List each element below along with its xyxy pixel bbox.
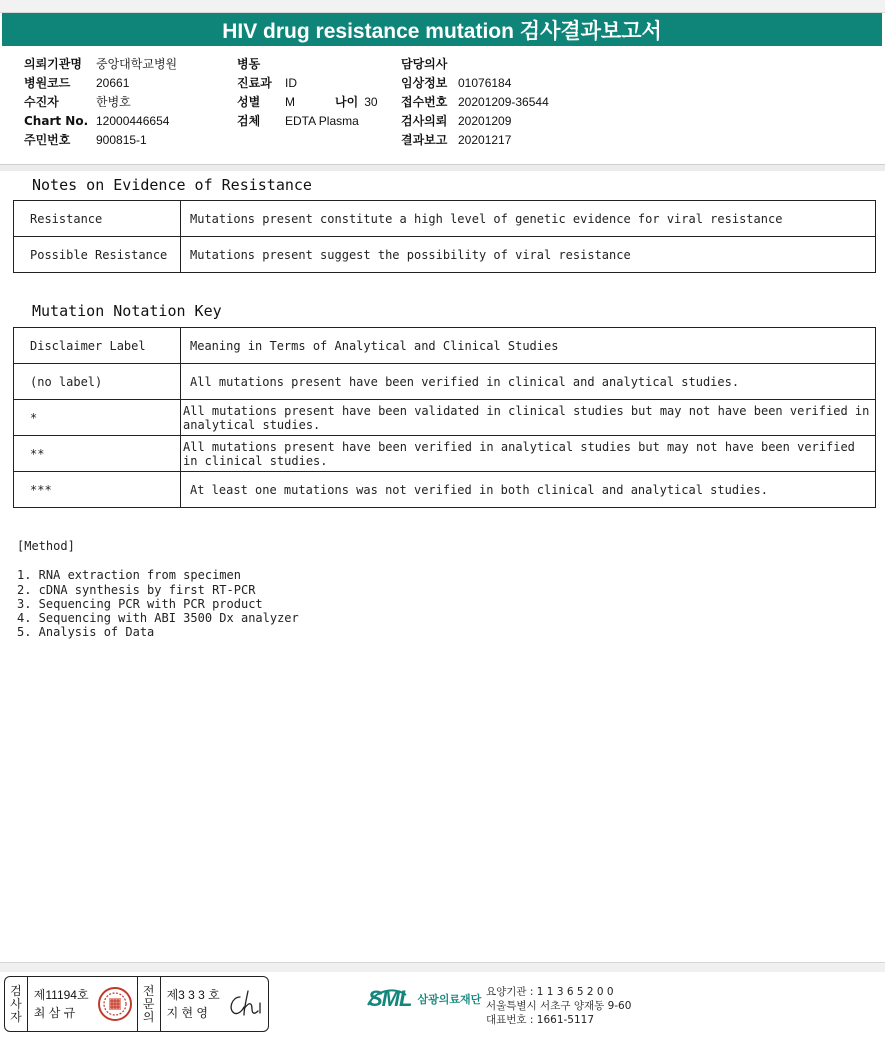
patient-info-col1 [24, 55, 177, 150]
info-value: 20661 [96, 76, 130, 90]
info-row [24, 93, 177, 112]
examiner-info [28, 977, 93, 1031]
info-label: 수진자 [24, 95, 59, 109]
table-row [14, 237, 876, 273]
label-char: 문 [142, 996, 155, 1011]
table-cell-text: Mutations present suggest the possibility of viral resistance [181, 237, 876, 273]
info-label: 결과보고 [401, 133, 448, 147]
specialist-license: 제3 3 3 호 [166, 988, 220, 1002]
info-value: M [285, 95, 295, 109]
examiner-seal [93, 977, 138, 1031]
patient-info-col2 [237, 55, 378, 131]
signature-icon [224, 987, 268, 1021]
info-label: 검체 [237, 114, 261, 128]
info-value: 20201209 [458, 114, 512, 128]
table-cell-label: * [14, 400, 181, 436]
info-label: 진료과 [237, 76, 272, 90]
info-row [401, 112, 549, 131]
info-label: 성별 [237, 95, 261, 109]
age-label: 나이 [335, 95, 359, 109]
info-label: 접수번호 [401, 95, 448, 109]
info-row [237, 93, 378, 112]
method-step: 4. Sequencing with ABI 3500 Dx analyzer [17, 611, 299, 626]
top-strip [0, 0, 885, 13]
info-value: 900815-1 [96, 133, 147, 147]
table-cell-text: Mutations present constitute a high level of genetic evidence for viral resistance [181, 201, 876, 237]
info-value: 01076184 [458, 76, 512, 90]
age-value: 30 [364, 95, 378, 109]
org-contact [486, 985, 631, 1027]
table-row [14, 201, 876, 237]
examiner-license: 제11194호 [33, 988, 89, 1002]
table-row [14, 472, 876, 508]
info-label: 담당의사 [401, 57, 448, 71]
info-label: 임상정보 [401, 76, 448, 90]
notation-title: Mutation Notation Key [32, 302, 222, 320]
method-step: 2. cDNA synthesis by first RT-PCR [17, 582, 256, 597]
examiner-label [5, 977, 28, 1031]
info-row [24, 131, 177, 150]
table-cell-label: ** [14, 436, 181, 472]
label-char: 자 [10, 1009, 22, 1024]
section-divider [0, 164, 885, 171]
info-row [401, 74, 549, 93]
table-cell-text: All mutations present have been verified in analytical studies but may not have been verified in clinical studies. [181, 436, 876, 472]
table-cell-text: All mutations present have been validated in clinical studies but may not have been verified in analytical studies. [181, 400, 876, 436]
patient-info-col3 [401, 55, 549, 150]
footer-divider [0, 962, 885, 972]
table-cell-text: All mutations present have been verified in clinical and analytical studies. [181, 364, 876, 400]
specialist-info [161, 977, 224, 1031]
info-label: 검사의뢰 [401, 114, 448, 128]
method-title: [Method] [17, 539, 75, 553]
table-cell-label: Resistance [14, 201, 181, 237]
logo-text: SML [368, 986, 412, 1011]
info-row [24, 55, 177, 74]
info-row [24, 112, 177, 131]
info-label: 병동 [237, 57, 261, 71]
info-value: EDTA Plasma [285, 114, 359, 128]
info-label: 주민번호 [24, 133, 71, 147]
info-value: 20201209-36544 [458, 95, 549, 109]
info-value: 중앙대학교병원 [96, 57, 178, 71]
specialist-signature [224, 977, 268, 1031]
info-label: 의뢰기관명 [24, 57, 82, 71]
info-label: 병원코드 [24, 76, 71, 90]
label-char: 검 [10, 983, 22, 998]
signature-box [4, 976, 269, 1032]
evidence-title: Notes on Evidence of Resistance [32, 176, 312, 194]
org-line: 대표번호 : 1661-5117 [486, 1014, 595, 1026]
info-row [401, 131, 549, 150]
table-row [14, 436, 876, 472]
label-char: 의 [142, 1009, 155, 1024]
info-value: 12000446654 [96, 114, 170, 128]
label-char: 전 [142, 983, 155, 998]
method-step: 3. Sequencing PCR with PCR product [17, 596, 263, 611]
evidence-table [13, 200, 876, 273]
info-label: Chart No. [24, 114, 89, 128]
method-step: 1. RNA extraction from specimen [17, 568, 241, 583]
org-line: 서울특별시 서초구 양재동 9-60 [486, 1000, 632, 1012]
info-value: 20201217 [458, 133, 512, 147]
method-step: 5. Analysis of Data [17, 625, 155, 640]
info-row [237, 74, 378, 93]
table-cell-label: Possible Resistance [14, 237, 181, 273]
examiner-name: 최 삼 규 [33, 1006, 76, 1020]
info-row [401, 55, 549, 74]
table-cell-text: Meaning in Terms of Analytical and Clinical Studies [181, 328, 876, 364]
info-value: 한병호 [96, 95, 131, 109]
org-line: 요양기관 : 1 1 3 6 5 2 0 0 [486, 986, 614, 998]
specialist-name: 지 현 영 [166, 1006, 209, 1020]
notation-table [13, 327, 876, 508]
info-row [24, 74, 177, 93]
table-cell-label: (no label) [14, 364, 181, 400]
table-row [14, 400, 876, 436]
report-title: HIV drug resistance mutation 검사결과보고서 [2, 13, 882, 46]
info-row [401, 93, 549, 112]
label-char: 사 [10, 996, 22, 1011]
seal-icon [97, 986, 133, 1022]
specialist-label [138, 977, 161, 1031]
info-row [237, 55, 378, 74]
table-cell-label: *** [14, 472, 181, 508]
org-name: 삼광의료재단 [417, 993, 482, 1006]
info-value: ID [285, 76, 297, 90]
table-cell-text: At least one mutations was not verified in both clinical and analytical studies. [181, 472, 876, 508]
method-section [17, 539, 299, 640]
info-row [237, 112, 378, 131]
table-row [14, 364, 876, 400]
table-row [14, 328, 876, 364]
org-logo [366, 985, 481, 1013]
table-cell-label: Disclaimer Label [14, 328, 181, 364]
